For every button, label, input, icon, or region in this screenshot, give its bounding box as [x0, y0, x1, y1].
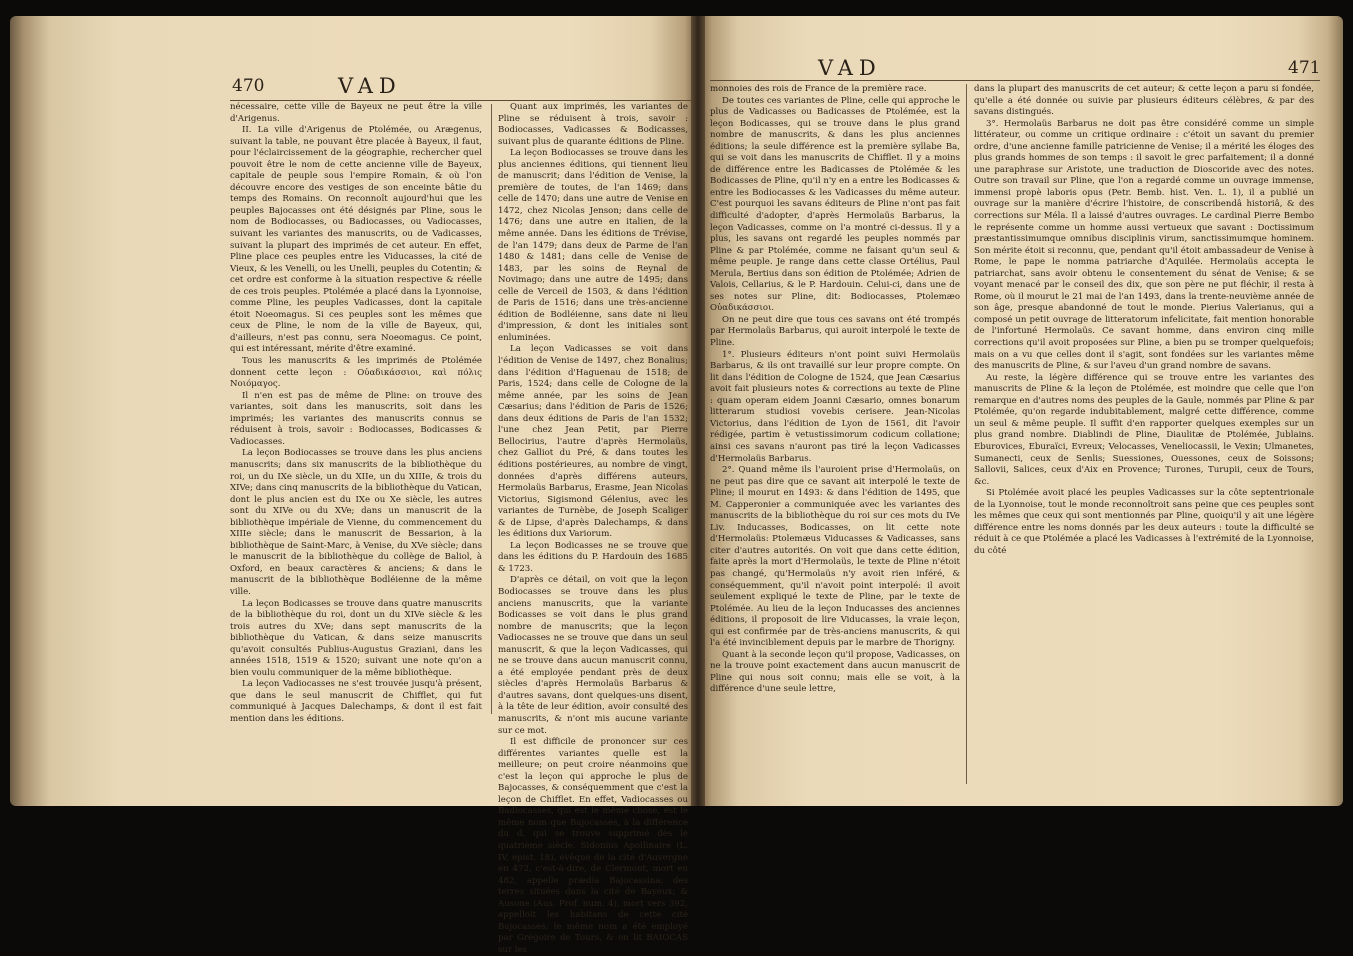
paragraph: De toutes ces variantes de Pline, celle qui approche le plus de Vadicasses ou Badicasses de Ptolémée, est la leçon Bodicasses, qui se trouve dans le plus grand nombre de manuscrits, & dans les plus anciennes éditions; la seule différence est la première syllabe Ba, qui se voit dans les manuscrits de Chifflet. Il y a moins de différence entre les Badicasses de Ptolémée & les Bodicasses de Pline, qu'il n'y en a entre les Bodicasses & entre les Bodiocasses & les Vadicasses du même auteur. C'est pourquoi les savans éditeurs de Pline n'ont pas fait difficulté d'adopter, d'après Hermolaüs Barbarus, la leçon Vadicasses, comme on l'a montré ci-dessus. Il y a plus, les savans ont regardé les peuples nommés par Pline & par Ptolémée, comme ne faisant qu'un seul & même peuple. Je range dans cette classe Ortélius, Paul Merula, Bertius dans son édition de Ptolémée; Adrien de Valois, Cellarius, & le P. Hardouin. Celui-ci, dans une de ses notes sur Pline, dit: Bodiocasses, Ptolemæo Οὐαδικάσσιοι. [710, 95, 960, 314]
paragraph: La leçon Bodiocasses se trouve dans les plus anciennes éditions, qui tiennent lieu de manuscrit; dans l'édition de Venise, la première de toutes, de l'an 1469; dans celle de 1470; dans une autre de Venise en 1472, chez Nicolas Jenson; dans celle de 1476; dans une autre en italien, de la même année. Dans les éditions de Trévise, de l'an 1479; dans deux de Parme de l'an 1480 & 1481; dans celle de Venise de 1483, par les soins de Reynal de Novimago; dans une autre de 1495; dans celle de Verceil de 1503, & dans l'édition de Paris de 1516; dans une très-ancienne édition de Bodléienne, sans date ni lieu d'impression, & dont les initiales sont enluminées. [498, 148, 688, 343]
column-divider-left [491, 104, 492, 714]
paragraph: Si Ptolémée avoit placé les peuples Vadicasses sur la côte septentrionale de la Lyonnoise, tout le monde reconnoîtroit sans peine que ces peuples sont les mêmes que ceux qui sont mentionnés par Pline, quoiqu'il y ait une légère différence entre les noms donnés par les deux auteurs : toute la difficulté se réduit à ce que Ptolémée a placé les Vadicasses à l'extrémité de la Lyonnoise, du côté [974, 488, 1314, 556]
paragraph: nécessaire, cette ville de Bayeux ne peut être la ville d'Arigenus. [230, 102, 482, 124]
left-page-column-1 [230, 102, 482, 726]
paragraph: La leçon Bodicasses ne se trouve que dans les éditions du P. Hardouin des 1685 & 1723. [498, 540, 688, 574]
header-rule-left [230, 100, 750, 101]
paragraph: La leçon Vadicasses se voit dans l'édition de Venise de 1497, chez Bonalius; dans l'édition d'Haguenau de 1518; de Paris, 1524; dans celle de Cologne de la même année, par les soins de Jean Cæsarius; dans l'édition de Paris de 1526; dans deux éditions de Paris de l'an 1532; l'une chez Jean Petit, par Pierre Bellocirius, l'autre d'après Hermolaüs, chez Galliot du Pré, & dans toutes les éditions postérieures, au nombre de vingt, données d'après différens auteurs, Hermolaüs Barbarus, Erasme, Jean Nicolas Victorius, Sigismond Gélenius, avec les variantes de Turnèbe, de Joseph Scaliger & de Lipse, d'après Dalechamps, & dans les éditions dux Variorum. [498, 344, 688, 540]
book-gutter [691, 16, 705, 806]
running-title-right: VAD [818, 56, 882, 80]
left-page-column-2 [498, 102, 688, 956]
paragraph: 3°. Hermolaüs Barbarus ne doit pas être considéré comme un simple littérateur, ou comme un critique ordinaire : c'étoit un savant du premier ordre, d'une ancienne famille patricienne de Venise; il a mérité les éloges des plus grands hommes de son temps : il savoit le grec parfaitement; il a donné une paraphrase sur Aristote, une traduction de Dioscoride avec des notes. Outre son travail sur Pline, que l'on a regardé comme un ouvrage immense, immensi propè laboris opus (Petr. Bemb. hist. Ven. L. 1), il a publié un ouvrage sur la manière d'écrire l'histoire, de conscribendâ historiâ, & des corrections sur Méla. Il a laissé d'autres ouvrages. Le cardinal Pierre Bembo le représente comme un homme aussi vertueux que savant : Doctissimum præstantissimumque omnibus disciplinis virum, sanctissimumque hominem. Son mérite étoit si reconnu, que, pendant qu'il étoit ambassadeur de Venise à Rome, le pape le nomma patriarche d'Aquilée. Hermolaüs accepta le patriarchat, sans avoir obtenu le consentement du sénat de Venise; & se voyant menacé par le conseil des dix, que son père ne put fléchir, il resta à Rome, où il mourut le 21 mai de l'an 1493, dans la trente-neuvième année de son âge, presque abandonné de tout le monde. Pierius Valerianus, qui a composé un petit ouvrage de litteratorum infelicitate, fait mention honorable de l'infortuné Hermolaüs. Ce savant homme, dans environ cinq mille corrections qu'il avoit proposées sur Pline, a bien pu se tromper quelquefois; mais on a vu que celles dont il s'agit, sont fondées sur les variantes même des manuscrits de Pline, & sur l'aveu d'un grand nombre de savans. [974, 118, 1314, 372]
right-page-column-1 [710, 84, 960, 696]
paragraph: dans la plupart des manuscrits de cet auteur; & cette leçon a paru si fondée, qu'elle a été donnée ou suivie par plusieurs éditeurs célèbres, & par des savans distingués. [974, 84, 1314, 118]
paragraph: Au reste, la légère différence qui se trouve entre les variantes des manuscrits de Pline & la leçon de Ptolémée, est moindre que celle que l'on remarque en d'autres noms des peuples de la Gaule, nommés par Pline & par Ptolémée, qu'on regarde indubitablement, malgré cette différence, comme un seul & même peuple. Il suffit d'en rapporter quelques exemples sur un plus grand nombre. Diablindi de Pline, Diaulitæ de Ptolémée, Jublains. Eburovices, Eburaïci, Evreux; Velocasses, Veneliocassii, le Vexin; Ulmanetes, Sumanecti, ceux de Senlis; Suessiones, Ouessones, ceux de Soissons; Sallovii, Salices, ceux d'Aix en Provence; Turones, Turupii, ceux de Tours, &c. [974, 372, 1314, 487]
paragraph: 2°. Quand même ils l'auroient prise d'Hermolaüs, on ne peut pas dire que ce savant ait interpolé le texte de Pline; il mourut en 1493: & dans l'édition de 1495, que M. Capperonier a communiquée avec les variantes des manuscrits de la bibliothèque du roi sur ces mots du IVe Liv. Inducasses, Bodicasses, on lit cette note d'Hermolaüs: Ptolemæus Viducasses & Vadicasses, sans citer d'autres autorités. On voit que dans cette édition, faite après la mort d'Hermolaüs, le texte de Pline n'étoit pas changé, qu'Hermolaüs n'y avoit rien inféré, & conséquemment, qu'il n'avoit point interpolé: il avoit seulement expliqué le texte de Pline, par le texte de Ptolémée. Au lieu de la leçon Inducasses des anciennes éditions, il proposoit de lire Viducasses, la vraie leçon, qui est confirmée par de très-anciens manuscrits, & qui l'a été invinciblement depuis par le marbre de Thorigny. [710, 465, 960, 649]
header-rule-right [710, 80, 1320, 81]
paragraph: D'après ce détail, on voit que la leçon Bodiocasses se trouve dans les plus anciens manuscrits, que la variante Bodicasses se voit dans le plus grand nombre de manuscrits; que la leçon Vadiocasses ne se trouve que dans un seul manuscrit, & que la leçon Vadicasses, qui ne se trouve dans aucun manuscrit connu, a été employée pendant près de deux siècles d'après Hermolaüs Barbarus & d'autres savans, dont quelques-uns disent, à la tête de leur édition, avoir consulté des manuscrits, & n'ont mis aucune variante sur ce mot. [498, 575, 688, 736]
paragraph: Il n'en est pas de même de Pline: on trouve des variantes, soit dans les manuscrits, soit dans les imprimés; les variantes des manuscrits connus se réduisent à trois, savoir : Bodiocasses, Bodicasses & Vadiocasses. [230, 390, 482, 447]
paragraph: On ne peut dire que tous ces savans ont été trompés par Hermolaüs Barbarus, qui auroit interpolé le texte de Pline. [710, 314, 960, 349]
paragraph: Tous les manuscrits & les imprimés de Ptolémée donnent cette leçon : Οὐαδικάσσιοι, καὶ πόλις Νοιόμαγος. [230, 356, 482, 390]
paragraph: 1°. Plusieurs éditeurs n'ont point suivi Hermolaüs Barbarus, & ils ont travaillé sur leur propre compte. On lit dans l'édition de Cologne de 1524, que Jean Cæsarius avoit fait plusieurs notes & corrections au texte de Pline : quam operam eidem Joanni Cæsario, omnes bonarum litterarum studiosi vovebis cerisere. Jean-Nicolas Victorius, dans l'édition de Lyon de 1561, dit l'avoir rédigée, partim è vetustissimorum codicum collatione; ainsi ces savans n'auront pas tiré la leçon Vadicasses d'Hermolaüs Barbarus. [710, 349, 960, 464]
column-divider-right [966, 84, 967, 784]
open-book [10, 8, 1343, 955]
paragraph: II. La ville d'Arigenus de Ptolémée, ou Arægenus, suivant la table, ne pouvant être placée à Bayeux, il faut, pour l'éclaircissement de la géographie, rechercher quel pouvoit être le nom de cette ancienne ville de Bayeux, capitale de peuple sous l'empire Romain, & où l'on découvre encore des vestiges de son enceinte bâtie du temps des Romains. On reconnoît aujourd'hui que les peuples Bajocasses ont été désignés par Pline, sous le nom de Bodiocasses, ou Badiocasses, ou Vadiocasses, suivant les variantes des manuscrits, ou de Vadicasses, suivant la plupart des imprimés de cet auteur. En effet, Pline place ces peuples entre les Viducasses, la cité de Vieux, & les Venelli, ou les Unelli, peuples du Cotentin; & cet ordre est conforme à la situation respective & réelle de ces trois peuples. Ptolémée a placé dans la Lyonnoise, comme Pline, les peuples Vadicasses, dont la capitale étoit Noeomagus. Si ces peuples sont les mêmes que ceux de Pline, le nom de la ville de Bayeux, qui, d'ailleurs, n'est pas connu, sera Noeomagus. Ce point, qui est intéressant, mérite d'être examiné. [230, 125, 482, 355]
paragraph: Quant aux imprimés, les variantes de Pline se réduisent à trois, savoir : Bodiocasses, Vadicasses & Bodicasses, suivant plus de quarante éditions de Pline. [498, 102, 688, 147]
right-page [698, 16, 1343, 806]
right-page-column-2 [974, 84, 1314, 557]
page-number-left: 470 [232, 76, 265, 96]
left-page [10, 16, 698, 955]
page-number-right: 471 [1288, 58, 1321, 78]
running-title-left: VAD [338, 74, 402, 98]
paragraph: La leçon Bodiocasses se trouve dans les plus anciens manuscrits; dans six manuscrits de la bibliothèque du roi, un du IXe siècle, un du XIIe, un du XIIIe, & trois du XIVe; dans cinq manuscrits de la bibliothèque du Vatican, dont le plus ancien est du IXe ou Xe siècle, les autres sont du XIVe ou du XVe; dans un manuscrit de la bibliothèque impériale de Vienne, du commencement du XIIIe siècle; dans le manuscrit de Bessarion, à la bibliothèque de Saint-Marc, à Venise, du XVe siècle; dans le manuscrit de la bibliothèque du collège de Baliol, à Oxford, en beaux caractères & anciens; & dans le manuscrit de la bibliothèque Bodléienne de la même ville. [230, 448, 482, 597]
paragraph: Il est difficile de prononcer sur ces différentes variantes quelle est la meilleure; on peut croire néanmoins que c'est la leçon qui approche le plus de Bajocasses, & conséquemment que c'est la leçon de Chifflet. En effet, Vadiocasses ou Badiocasses, qui est le même chose, est le même nom que Bajocasses, à la différence du d, qui se trouve supprimé dès le quatrième siècle. Sidonius Apollinaire (L. IV, epist. 18), évêque de la cité d'Auvergne en 472, c'est-à-dire, de Clermont, mort en 482, appelle prædia Bajocassina, des terres situées dans la cité de Bayeux; & Ausone (Aus. Prof. num. 4), mort vers 392, appelloit les habitans de cette cité Bajocasses: le même nom a été employé par Grégoire de Tours, & on lit BAIOCAS sur les [498, 737, 688, 955]
paragraph: La leçon Vadiocasses ne s'est trouvée jusqu'à présent, que dans le seul manuscrit de Chifflet, qui fut communiqué à Jacques Dalechamps, & dont il est fait mention dans les éditions. [230, 679, 482, 724]
paragraph: La leçon Bodicasses se trouve dans quatre manuscrits de la bibliothèque du roi, dont un du XIVe siècle & les trois autres du XVe; dans sept manuscrits de la bibliothèque du Vatican, & dans seize manuscrits qu'avoit consultés Publius-Augustus Graziani, dans les années 1518, 1519 & 1520; suivant une note qu'on a bien voulu communiquer de la même bibliothèque. [230, 598, 482, 678]
paragraph: monnoies des rois de France de la première race. [710, 84, 927, 94]
paragraph: Quant à la seconde leçon qu'il propose, Vadicasses, on ne la trouve point exactement dans aucun manuscrit de Pline qui nous soit connu; mais elle se voit, à la différence d'une seule lettre, [710, 649, 960, 695]
